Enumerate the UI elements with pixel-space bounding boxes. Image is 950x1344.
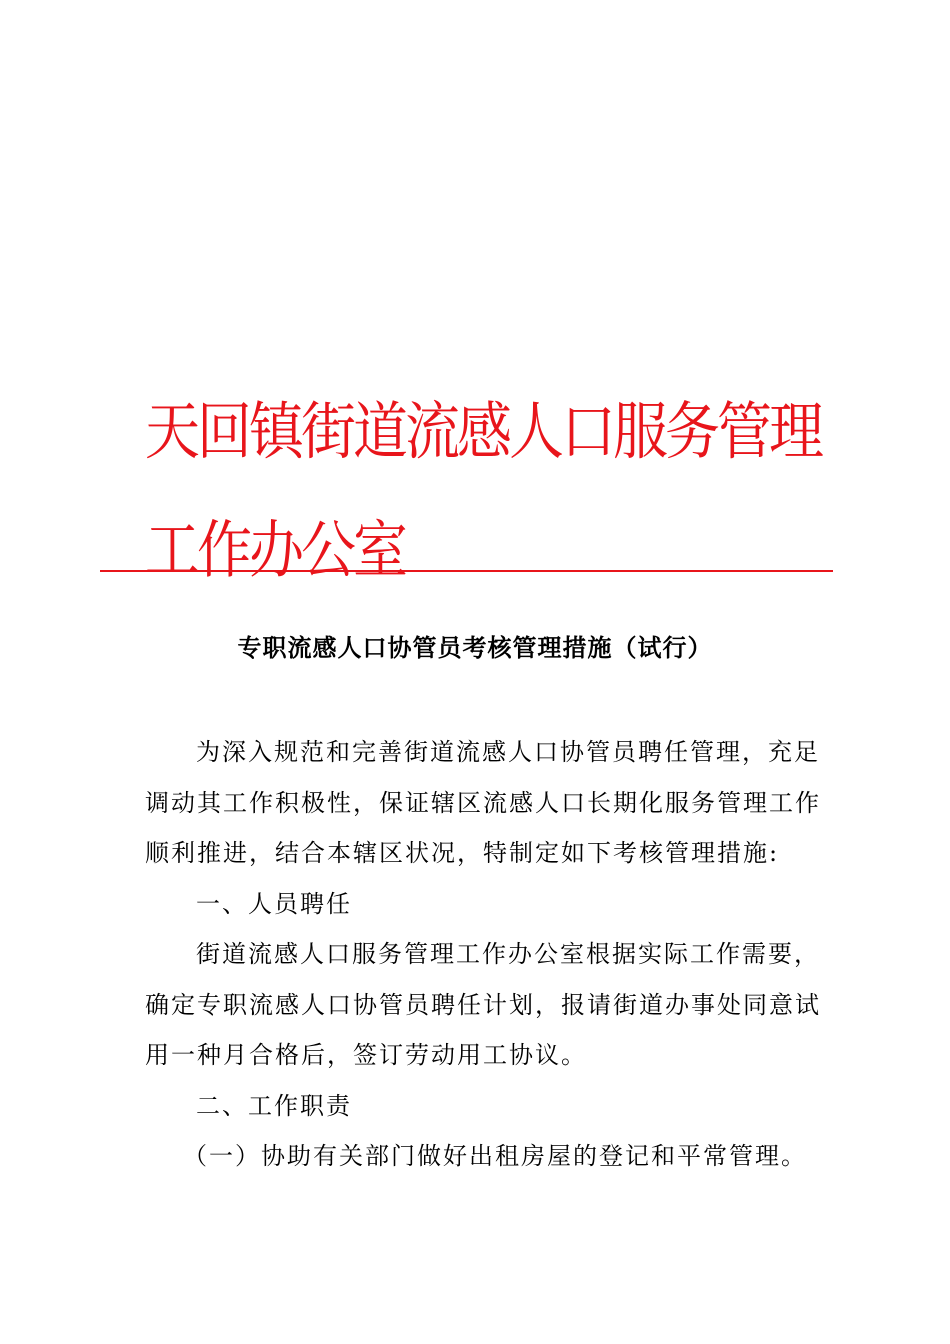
paragraph-recruitment: 街道流感人口服务管理工作办公室根据实际工作需要，确定专职流感人口协管员聘任计划，报请街道办事处同意试用一种月合格后，签订劳动用工协议。 — [145, 940, 821, 1069]
section-heading-1: 一、人员聘任 — [196, 889, 352, 918]
section-heading-2: 二、工作职责 — [196, 1091, 352, 1120]
document-title: 专职流感人口协管员考核管理措施（试行） — [237, 634, 713, 662]
duty-item-1: （一）协助有关部门做好出租房屋的登记和平常管理。 — [183, 1142, 807, 1170]
paragraph-intro: 为深入规范和完善街道流感人口协管员聘任管理，充足调动其工作积极性，保证辖区流感人口长期化服务管理工作顺利推进，结合本辖区状况，特制定如下考核管理措施: — [145, 738, 821, 867]
document-body — [145, 727, 835, 1182]
header-red-rule — [100, 570, 833, 572]
org-header: 天回镇街道流感人口服务管理工作办公室 — [145, 394, 822, 587]
